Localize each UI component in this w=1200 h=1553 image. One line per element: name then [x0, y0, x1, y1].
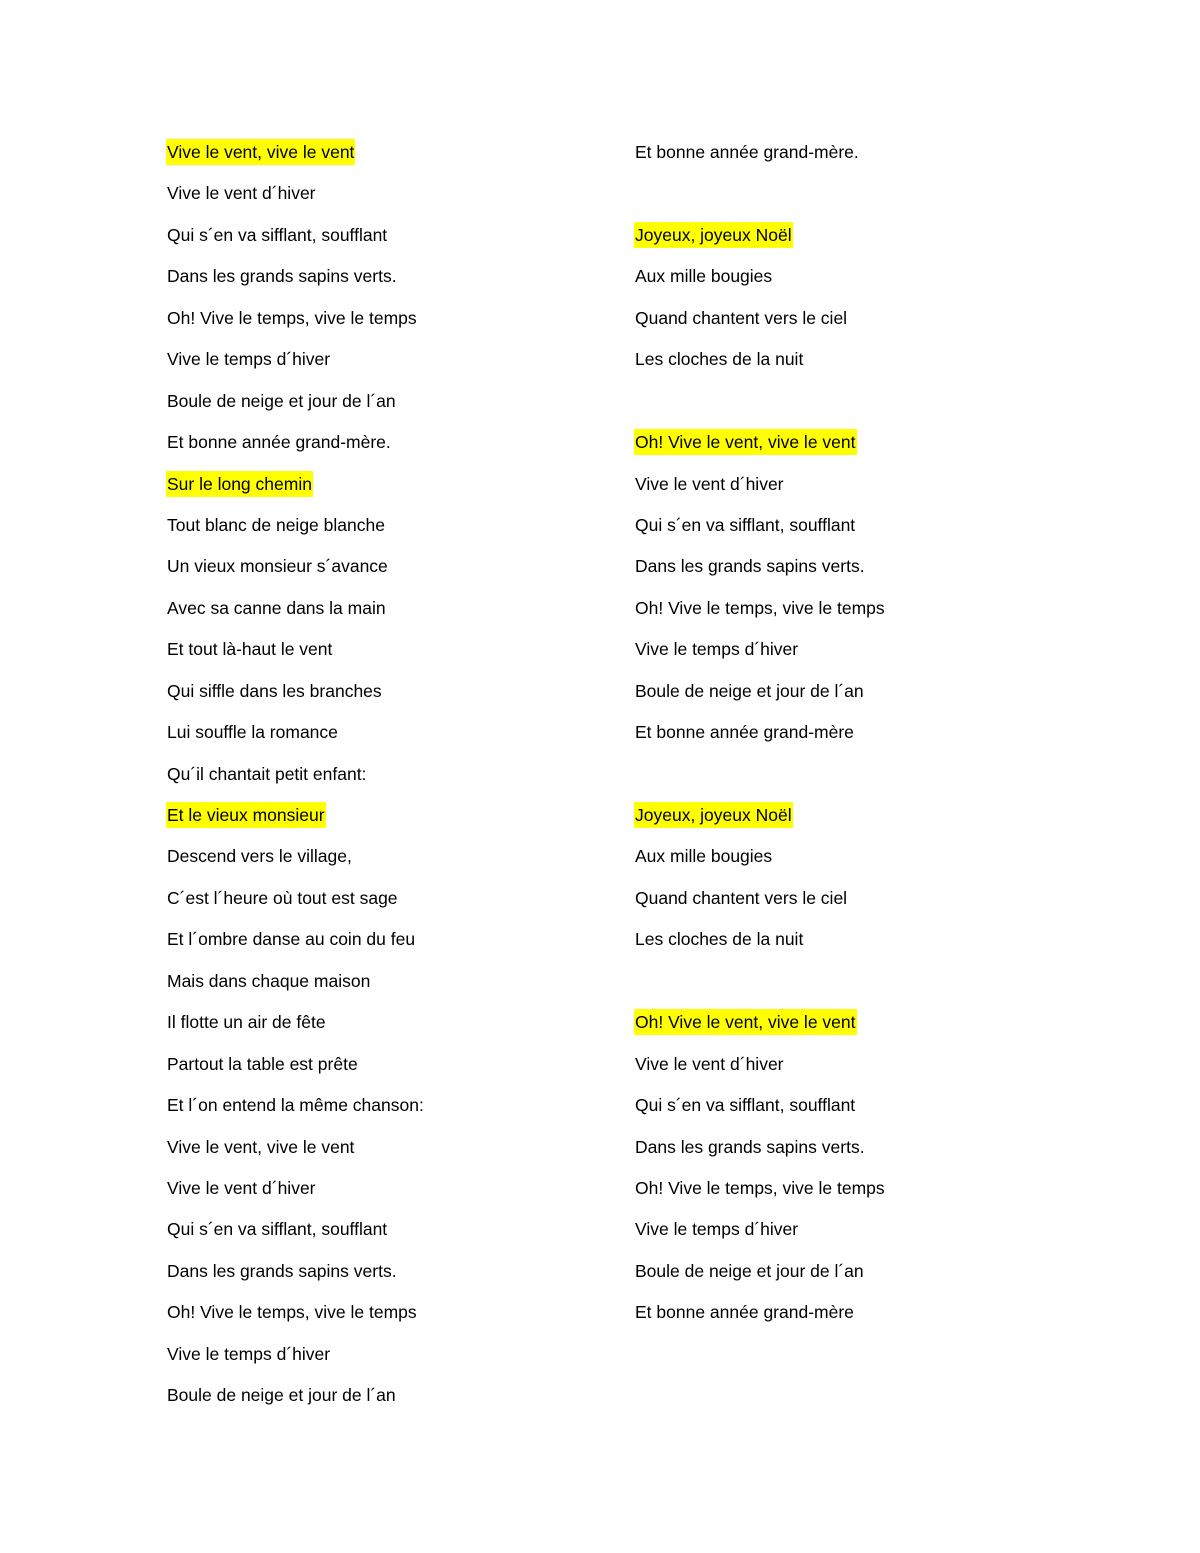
lyric-text: Quand chantent vers le ciel — [635, 307, 848, 328]
lyric-line — [634, 429, 1074, 470]
lyric-text: Aux mille bougies — [635, 846, 773, 867]
lyric-line — [166, 1051, 606, 1092]
lyric-line — [166, 595, 606, 636]
lyric-text: Qui siffle dans les branches — [167, 680, 382, 701]
lyric-line — [166, 1299, 606, 1340]
lyric-text: Boule de neige et jour de l´an — [635, 1260, 864, 1281]
lyric-text: Vive le vent d´hiver — [635, 1053, 784, 1074]
lyric-line — [166, 1092, 606, 1133]
lyric-line — [634, 1134, 1074, 1175]
lyric-line — [634, 719, 1074, 760]
lyric-text: Oh! Vive le temps, vive le temps — [635, 1177, 885, 1198]
lyric-line — [634, 553, 1074, 594]
lyric-text: Et l´ombre danse au coin du feu — [167, 929, 416, 950]
lyric-line — [166, 1341, 606, 1382]
highlighted-lyric-text: Sur le long chemin — [166, 471, 313, 497]
lyric-text: Dans les grands sapins verts. — [635, 556, 865, 577]
lyric-text: Vive le temps d´hiver — [167, 1343, 331, 1364]
lyric-text: Tout blanc de neige blanche — [167, 514, 385, 535]
lyric-text: Et tout là-haut le vent — [167, 639, 333, 660]
lyric-line — [634, 636, 1074, 677]
lyric-text: Les cloches de la nuit — [635, 349, 804, 370]
highlighted-lyric-text: Vive le vent, vive le vent — [166, 139, 355, 165]
lyric-text: Dans les grands sapins verts. — [635, 1136, 865, 1157]
lyric-line — [166, 305, 606, 346]
lyric-text: Lui souffle la romance — [167, 722, 338, 743]
lyric-line — [166, 678, 606, 719]
lyric-text: Vive le vent, vive le vent — [167, 1136, 355, 1157]
lyric-line — [634, 843, 1074, 884]
lyric-line — [634, 1299, 1074, 1340]
lyric-text: Avec sa canne dans la main — [167, 597, 386, 618]
lyric-text: Aux mille bougies — [635, 266, 773, 287]
lyric-line — [166, 761, 606, 802]
highlighted-lyric-text: Joyeux, joyeux Noël — [634, 802, 793, 828]
lyric-line — [166, 346, 606, 387]
lyric-text: Dans les grands sapins verts. — [167, 1260, 397, 1281]
blank-line — [634, 968, 1074, 1009]
lyric-line — [634, 305, 1074, 346]
lyric-line — [634, 1092, 1074, 1133]
blank-line — [634, 761, 1074, 802]
lyric-text: Et bonne année grand-mère — [635, 722, 854, 743]
lyric-line — [166, 1382, 606, 1423]
lyric-line — [166, 471, 606, 512]
lyric-text: Boule de neige et jour de l´an — [167, 390, 396, 411]
lyric-line — [166, 222, 606, 263]
lyric-line — [634, 1175, 1074, 1216]
lyric-text: Un vieux monsieur s´avance — [167, 556, 388, 577]
lyric-line — [166, 263, 606, 304]
lyric-line — [634, 802, 1074, 843]
lyric-line — [166, 968, 606, 1009]
lyric-line — [166, 1216, 606, 1257]
lyric-line — [166, 843, 606, 884]
lyric-line — [634, 512, 1074, 553]
blank-line — [634, 180, 1074, 221]
lyric-line — [166, 802, 606, 843]
lyric-line — [166, 885, 606, 926]
lyric-text: Qui s´en va sifflant, soufflant — [167, 224, 388, 245]
lyric-line — [634, 885, 1074, 926]
lyric-line — [634, 471, 1074, 512]
lyric-text: Qu´il chantait petit enfant: — [167, 763, 367, 784]
lyric-text: Et bonne année grand-mère. — [635, 142, 859, 162]
lyric-line — [166, 719, 606, 760]
lyric-line — [166, 1175, 606, 1216]
lyric-line — [634, 346, 1074, 387]
lyric-text: Vive le vent d´hiver — [635, 473, 784, 494]
lyric-text: Il flotte un air de fête — [167, 1012, 326, 1033]
lyric-line — [634, 222, 1074, 263]
lyric-line — [166, 180, 606, 221]
lyric-text: Vive le temps d´hiver — [635, 1219, 799, 1240]
lyric-text: Oh! Vive le temps, vive le temps — [167, 1302, 417, 1323]
lyric-text: Partout la table est prête — [167, 1053, 358, 1074]
lyric-text: Boule de neige et jour de l´an — [635, 680, 864, 701]
lyric-text: Et bonne année grand-mère — [635, 1302, 854, 1323]
lyric-text: Vive le temps d´hiver — [167, 349, 331, 370]
lyric-line — [166, 926, 606, 967]
lyric-line — [634, 1009, 1074, 1050]
lyric-text: Et l´on entend la même chanson: — [167, 1095, 424, 1116]
lyric-line — [166, 388, 606, 429]
lyric-line — [634, 1216, 1074, 1257]
lyric-text: Boule de neige et jour de l´an — [167, 1385, 396, 1406]
highlighted-lyric-text: Oh! Vive le vent, vive le vent — [634, 1009, 857, 1035]
lyric-line — [634, 139, 1074, 180]
left-column — [166, 139, 606, 1424]
lyric-text: C´est l´heure où tout est sage — [167, 887, 398, 908]
blank-line — [634, 388, 1074, 429]
lyric-line — [166, 636, 606, 677]
lyric-text: Vive le vent d´hiver — [167, 183, 316, 204]
lyric-line — [166, 1258, 606, 1299]
lyric-text: Descend vers le village, — [167, 846, 352, 867]
lyric-line — [166, 429, 606, 470]
lyric-text: Oh! Vive le temps, vive le temps — [635, 597, 885, 618]
lyric-text: Mais dans chaque maison — [167, 970, 371, 991]
lyric-line — [166, 139, 606, 180]
lyric-line — [166, 1009, 606, 1050]
lyric-line — [634, 263, 1074, 304]
lyric-text: Et bonne année grand-mère. — [167, 432, 391, 453]
lyric-line — [634, 595, 1074, 636]
lyric-line — [634, 678, 1074, 719]
lyric-line — [166, 512, 606, 553]
lyric-text: Vive le vent d´hiver — [167, 1177, 316, 1198]
highlighted-lyric-text: Et le vieux monsieur — [166, 802, 326, 828]
lyric-text: Oh! Vive le temps, vive le temps — [167, 307, 417, 328]
lyric-text: Qui s´en va sifflant, soufflant — [635, 514, 856, 535]
highlighted-lyric-text: Oh! Vive le vent, vive le vent — [634, 429, 857, 455]
lyric-text: Quand chantent vers le ciel — [635, 887, 848, 908]
lyric-text: Qui s´en va sifflant, soufflant — [635, 1095, 856, 1116]
lyric-line — [166, 553, 606, 594]
lyric-text: Les cloches de la nuit — [635, 929, 804, 950]
lyric-text: Dans les grands sapins verts. — [167, 266, 397, 287]
lyric-line — [166, 1134, 606, 1175]
highlighted-lyric-text: Joyeux, joyeux Noël — [634, 222, 793, 248]
lyric-text: Vive le temps d´hiver — [635, 639, 799, 660]
lyric-line — [634, 1051, 1074, 1092]
right-column — [634, 139, 1074, 1341]
lyric-line — [634, 926, 1074, 967]
lyric-line — [634, 1258, 1074, 1299]
lyric-text: Qui s´en va sifflant, soufflant — [167, 1219, 388, 1240]
